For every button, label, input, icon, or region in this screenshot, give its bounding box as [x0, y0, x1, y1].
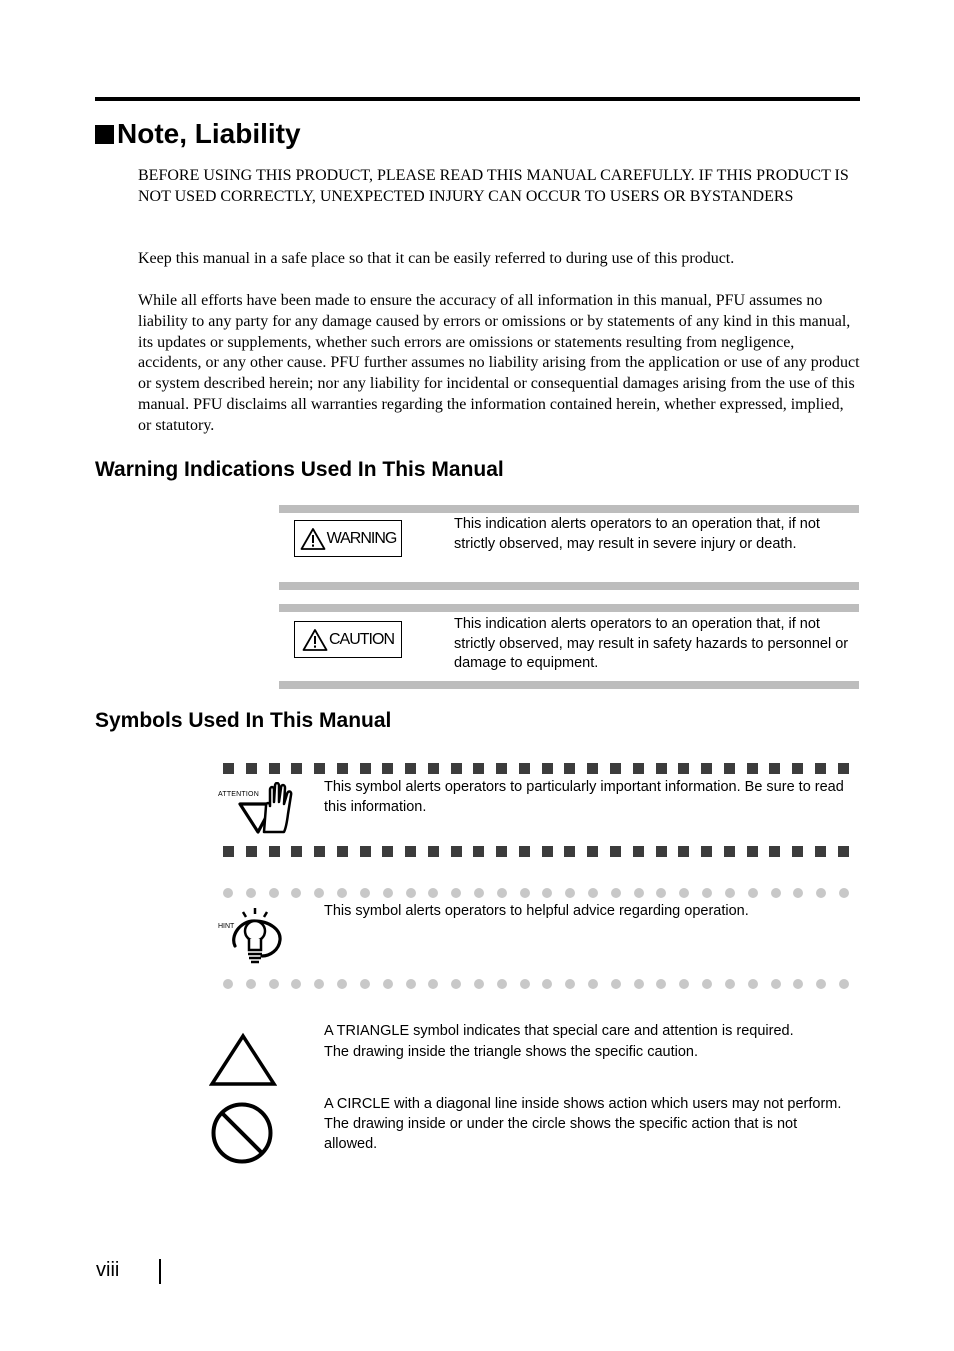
caution-label-box [294, 621, 402, 658]
hint-description: This symbol alerts operators to helpful advice regarding operation. [324, 903, 749, 919]
intro-paragraph-3: While all efforts have been made to ensure the accuracy of all information in this manual, PFU assumes no liability to any party for any damage caused by errors or omissions or by statements of any kind in this manual, its updates or supplements, whether such errors are omissions or statements resulting from negligence, accidents, or any other cause. PFU further assumes no liability arising from the application or use of any product or system described herein; nor any liability for incidental or consequential damages arising from the use of this manual. PFU disclaims all warranties regarding the information contained herein, whether expressed, implied, or statutory. [138, 292, 860, 434]
attention-bottom-border [223, 846, 849, 858]
caution-description: This indication alerts operators to an operation that, if not strictly observed, may result in safety hazards to personnel or damage to equipment. [454, 616, 849, 671]
circle-line-2: The drawing inside or under the circle shows the specific action that is not allowed. [324, 1115, 798, 1152]
caution-triangle-icon [302, 628, 328, 652]
attention-description: This symbol alerts operators to particularly important information. Be sure to read this information. [324, 779, 844, 815]
circle-line-1: A CIRCLE with a diagonal line inside shows action which users may not perform. [324, 1096, 842, 1112]
hint-icon-label: HINT [218, 923, 235, 930]
hint-bulb-icon [218, 906, 284, 966]
warning-triangle-icon [300, 527, 326, 551]
triangle-symbol-icon [209, 1032, 277, 1088]
intro-paragraph-2: Keep this manual in a safe place so that it can be easily referred to during use of this product. [138, 250, 735, 267]
caution-label: CAUTION [329, 630, 394, 648]
attention-icon [218, 782, 300, 836]
intro-paragraph-1: BEFORE USING THIS PRODUCT, PLEASE READ THIS MANUAL CAREFULLY. IF THIS PRODUCT IS NOT USED CORRECTLY, UNEXPECTED INJURY CAN OCCUR TO USERS OR BYSTANDERS [138, 167, 849, 205]
top-rule [95, 97, 860, 101]
page-title [95, 114, 301, 154]
triangle-description [324, 1022, 852, 1063]
warning-bottom-bar [279, 582, 859, 590]
warning-label-box [294, 520, 402, 557]
hint-bottom-border [223, 979, 849, 990]
attention-top-border [223, 763, 849, 775]
attention-icon-label: ATTENTION [218, 791, 259, 798]
page-title-text: Note, Liability [117, 118, 301, 149]
warning-label: WARNING [326, 529, 397, 547]
attention-hand-icon [218, 782, 300, 836]
symbols-heading: Symbols Used In This Manual [95, 709, 392, 732]
caution-bottom-bar [279, 681, 859, 689]
warning-top-bar [279, 505, 859, 513]
prohibition-circle-icon [210, 1101, 274, 1165]
triangle-line-1: A TRIANGLE symbol indicates that special care and attention is required. [324, 1023, 794, 1039]
warnings-heading: Warning Indications Used In This Manual [95, 458, 504, 481]
page-number: viii [96, 1259, 120, 1281]
footer-divider [159, 1259, 161, 1284]
warning-description: This indication alerts operators to an operation that, if not strictly observed, may result in severe injury or death. [454, 516, 820, 552]
triangle-line-2: The drawing inside the triangle shows the specific caution. [324, 1044, 698, 1061]
circle-description [324, 1095, 852, 1154]
square-bullet-icon [95, 125, 114, 144]
hint-top-border [223, 888, 849, 899]
caution-top-bar [279, 604, 859, 612]
hint-icon [218, 906, 284, 966]
